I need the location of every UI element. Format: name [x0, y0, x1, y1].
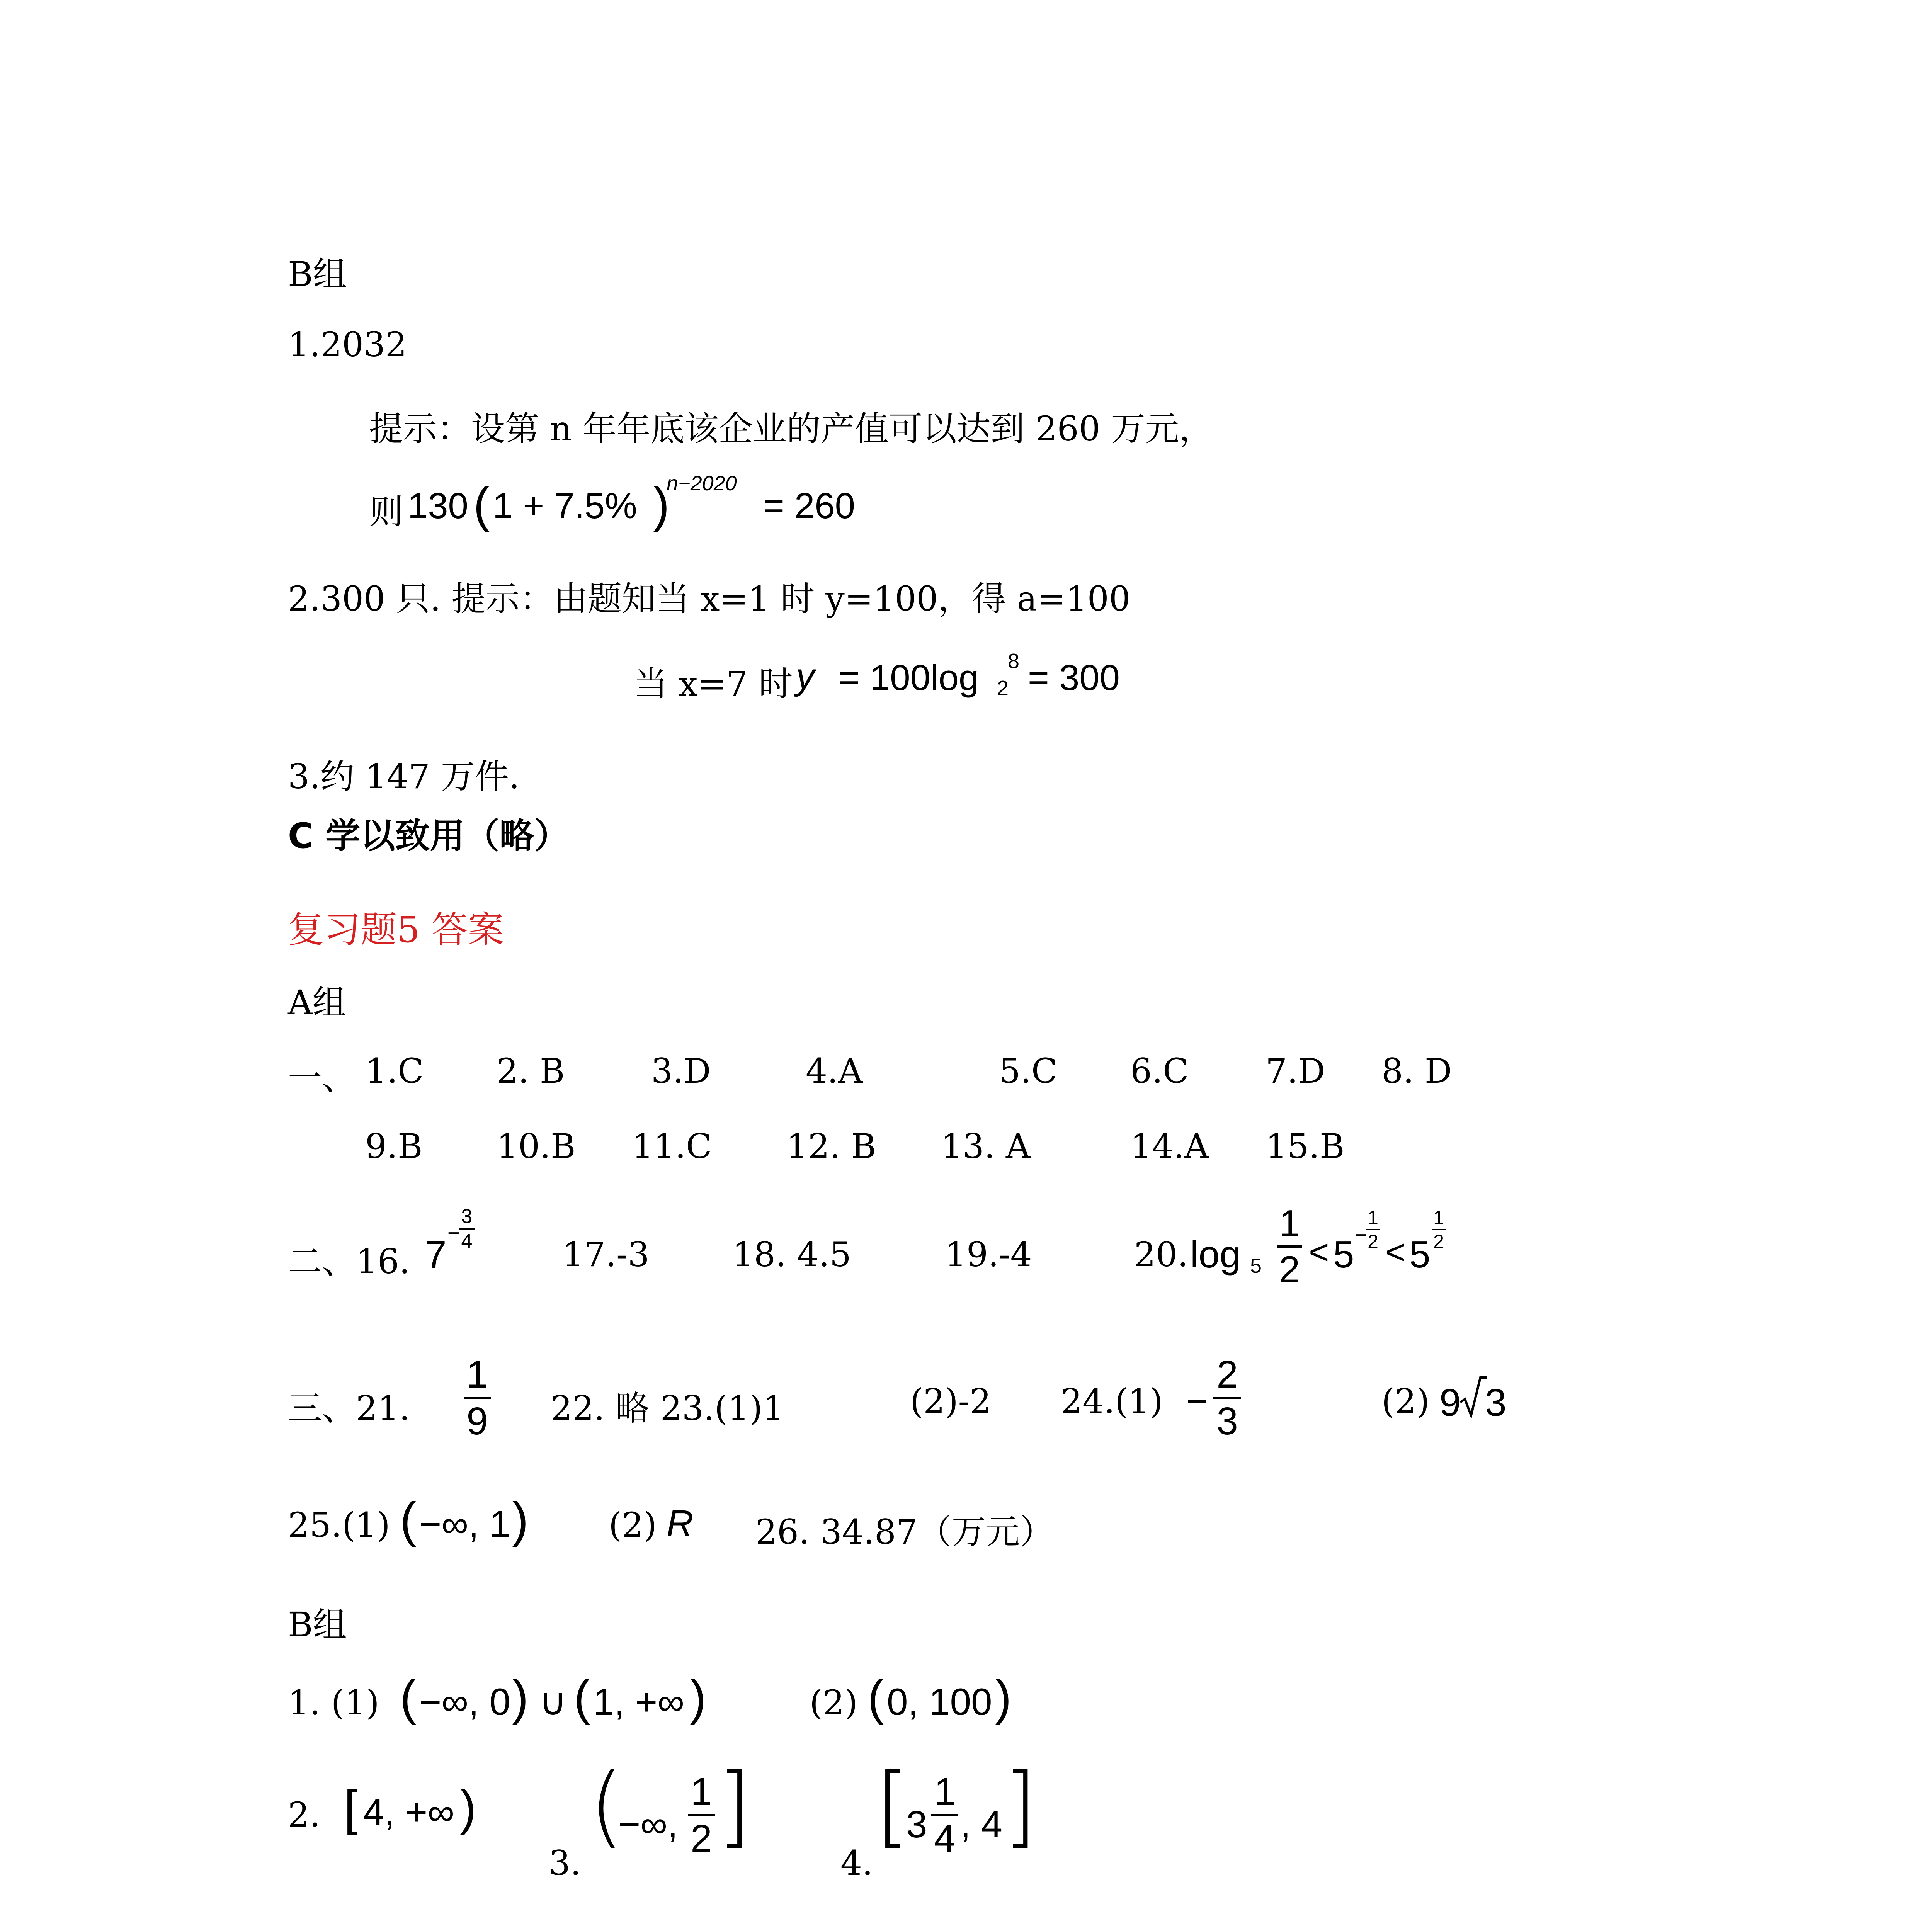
fill-19: 19.-4	[945, 1235, 1032, 1274]
q25-2-answer: R	[667, 1503, 694, 1544]
mc-item: 10.B	[497, 1126, 576, 1166]
calc-22-23: 22. 略 23.(1)1	[551, 1388, 784, 1428]
answer-3: 3.约 147 万件.	[288, 757, 520, 796]
section-b-heading: B组	[288, 254, 347, 294]
fill-16-answer: 7 − 3 4	[425, 1202, 483, 1279]
mc-item: 11.C	[632, 1126, 712, 1166]
mc-item: 12. B	[786, 1126, 876, 1166]
review-title: 复习题5 答案	[288, 909, 504, 951]
mc-item: 13. A	[941, 1126, 1031, 1166]
mc-item: 6.C	[1130, 1051, 1189, 1091]
b1-2-label: (2)	[810, 1683, 858, 1723]
b4-label: 4.	[840, 1843, 873, 1883]
b2-label: 2.	[288, 1795, 320, 1835]
b1-answer-2: ( 0, 100 )	[867, 1670, 1012, 1725]
calc-24-fraction: 2 3	[1213, 1352, 1241, 1444]
mc-prefix: 一、	[288, 1058, 356, 1098]
fill-20-answer: 20. log 5 1 2 < 5 − 1 2 < 5 1 2	[1134, 1202, 1482, 1310]
q26-answer: 26. 34.87（万元）	[755, 1512, 1054, 1552]
sqrt-icon	[1459, 1376, 1487, 1418]
mc-item: 4.A	[806, 1051, 863, 1091]
mc-item: 15.B	[1266, 1126, 1345, 1166]
mc-item: 1.C	[365, 1051, 424, 1091]
calc-21-answer: 1 9	[464, 1352, 491, 1444]
fill-17: 17.-3	[562, 1235, 650, 1274]
answer-2: 2.300 只. 提示：由题知当 x=1 时 y=100，得 a=100	[288, 579, 1131, 619]
mc-item: 7.D	[1266, 1051, 1325, 1091]
mc-item: 9.B	[365, 1126, 423, 1166]
fill-18: 18. 4.5	[732, 1235, 851, 1274]
review-b-heading: B组	[288, 1605, 347, 1645]
b4-answer: [ 3 1 4 , 4 ]	[875, 1754, 1038, 1860]
calc-23-2: (2)-2	[910, 1381, 992, 1421]
b3-label: 3.	[549, 1843, 581, 1883]
mc-item: 14.A	[1130, 1126, 1209, 1166]
calc-24-2-answer: 9 3	[1439, 1374, 1517, 1424]
mc-item: 3.D	[651, 1051, 711, 1091]
calc-24-2: (2)	[1381, 1381, 1430, 1421]
q25-1-label: 25.(1)	[288, 1505, 390, 1545]
answer-1-hint: 提示：设第 n 年年底该企业的产值可以达到 260 万元，	[369, 409, 1213, 449]
fill-prefix: 二、16.	[288, 1242, 410, 1281]
mc-item: 5.C	[999, 1051, 1058, 1091]
section-c-heading: C 学以致用（略）	[288, 816, 569, 856]
mc-item: 8. D	[1381, 1051, 1452, 1091]
b1-answer-1: ( −∞, 0 ) ∪ ( 1, +∞ )	[400, 1670, 706, 1725]
section-a-heading: A组	[288, 983, 347, 1022]
mc-item: 2. B	[497, 1051, 565, 1091]
calc-prefix: 三、21.	[288, 1388, 410, 1428]
b1-label: 1. (1)	[288, 1683, 379, 1723]
calc-24-minus: −	[1186, 1381, 1208, 1422]
b2-answer: [ 4, +∞ )	[344, 1780, 476, 1835]
document-page: B组 1.2032 提示：设第 n 年年底该企业的产值可以达到 260 万元， 则 130 ( 1 + 7.5% ) n−2020 = 260 2.300 只. 提示：由题知当 x=1 时 y=100，得 a=100 当 x=7 时 y = 100log 2 8 = 300 3.约 147 万件. C 学以致用（略） 复习题5 答案 A组 一、 1.C 2. B 3.D 4.A 5.C 6.C 7.D 8. D 9.B 10.B 11.C 12. B 13. A 14.A 15.B 二、16. 7 − 3 4 17.-3 18. 4.5 19.-4 20. log 5 1 2 < 5 − 1 2 < 5 1 2 三、21. 1 9 22. 略 23.(1)1 (2)-2 24.(1) − 2 3 (2) 9 3 25.(1) ( −∞, 1 ) (2) R 26. 34.87（万元） B组 1. (1) ( −∞, 0 ) ∪ ( 1, +∞ ) (2) ( 0, 100 ) 2. [ 4, +∞ ) 3. ( −∞, 1 2 ] 4. [ 3 1 4 , 4 ]	[0, 0, 1917, 1932]
calc-24-1: 24.(1)	[1061, 1381, 1163, 1421]
answer-1: 1.2032	[288, 325, 407, 364]
q25-2-label: (2)	[609, 1505, 657, 1545]
b3-answer: ( −∞, 1 2 ]	[589, 1754, 752, 1860]
